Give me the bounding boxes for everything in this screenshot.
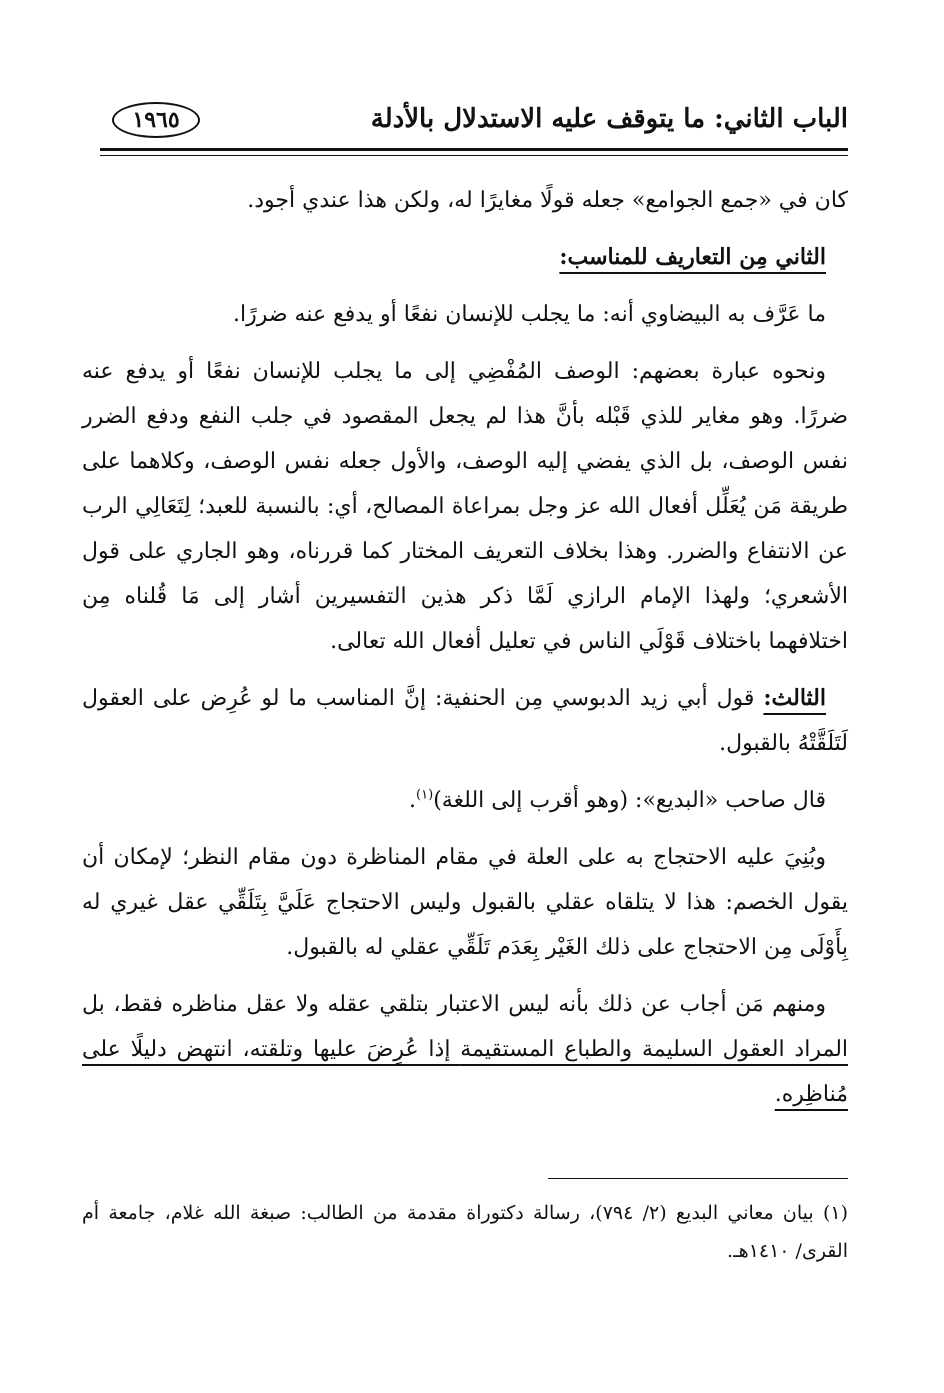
footnote-1: (١) بيان معاني البديع (٢/ ٧٩٤)، رسالة دكتوراة مقدمة من الطالب: صبغة الله غلام، جامعة أم القرى/ ١٤١٠هـ. (82, 1202, 848, 1262)
paragraph-3: ونحوه عبارة بعضهم: الوصف المُفْضِي إلى ما يجلب للإنسان نفعًا أو يدفع عنه ضررًا. وهو مغاير للذي قَبْله بأنَّ هذا لم يجعل المقصود في جلب النفع ودفع الضرر نفس الوصف، بل الذي يفضي إليه الوصف، والأول جعله نفس الوصف، وكلاهما على طريقة مَن يُعَلِّل أفعال الله عز وجل بمراعاة المصالح، أي: بالنسبة للعبد؛ لِتَعَالِي الرب عن الانتفاع والضرر. وهذا بخلاف التعريف المختار كما قررناه، وهو الجاري على قول الأشعري؛ ولهذا الإمام الرازي لَمَّا ذكر هذين التفسيرين أشار إلى مَا قُلناه مِن اختلافهما باختلاف قَوْلَي الناس في تعليل أفعال الله تعالى. (82, 359, 848, 654)
paragraph-7-part-a: ومنهم مَن أجاب عن ذلك بأنه ليس الاعتبار بتلقي عقله ولا عقل مناظره فقط، بل (82, 992, 826, 1017)
header-rule-thick (100, 148, 848, 151)
footnote-ref-1[interactable]: (١) (416, 787, 434, 803)
paragraph-1: كان في «جمع الجوامع» جعله قولًا مغايرًا له، ولكن هذا عندي أجود. (247, 188, 848, 213)
paragraph-7 (82, 982, 848, 1117)
paragraph-4-text: قول أبي زيد الدبوسي مِن الحنفية: إنَّ المناسب ما لو عُرِض على العقول لَتَلَقَّتْهُ بالقبول. (82, 686, 848, 756)
page-number: ١٩٦٥ (112, 102, 200, 138)
header-title: الباب الثاني: ما يتوقف عليه الاستدلال بالأدلة (370, 104, 848, 134)
heading-third-definition: الثالث: (763, 685, 826, 711)
footnote-separator (548, 1178, 848, 1179)
paragraph-6: وبُنِيَ عليه الاحتجاج به على العلة في مقام المناظرة دون مقام النظر؛ لإمكان أن يقول الخصم: هذا لا يتلقاه عقلي بالقبول وليس الاحتجاج عَلَيَّ بِتَلَقِّي عقل غيري له بِأَوْلَى مِن الاحتجاج على ذلك الغَيْر بِعَدَم تَلَقِّي عقلي له بالقبول. (82, 845, 848, 960)
heading-second-definition: الثاني مِن التعاريف للمناسب: (559, 244, 826, 270)
paragraph-5-end: . (409, 788, 417, 813)
header-rule-thin (100, 155, 848, 156)
running-header (100, 98, 848, 146)
footnotes (82, 1194, 848, 1270)
paragraph-5 (82, 778, 848, 823)
main-text (82, 178, 848, 1129)
paragraph-7-part-c: إذا عُرِضَ عليها وتلقته، انتهض دليلًا على مُناظِره. (82, 1037, 848, 1107)
paragraph-2: ما عَرَّف به البيضاوي أنه: ما يجلب للإنسان نفعًا أو يدفع عنه ضررًا. (232, 302, 826, 327)
paragraph-4 (82, 676, 848, 766)
section-heading-second (82, 235, 848, 280)
paragraph-5-text: قال صاحب «البديع»: (وهو أقرب إلى اللغة) (433, 788, 826, 813)
paragraph-7-underlined: المراد العقول السليمة والطباع المستقيمة (460, 1037, 849, 1062)
